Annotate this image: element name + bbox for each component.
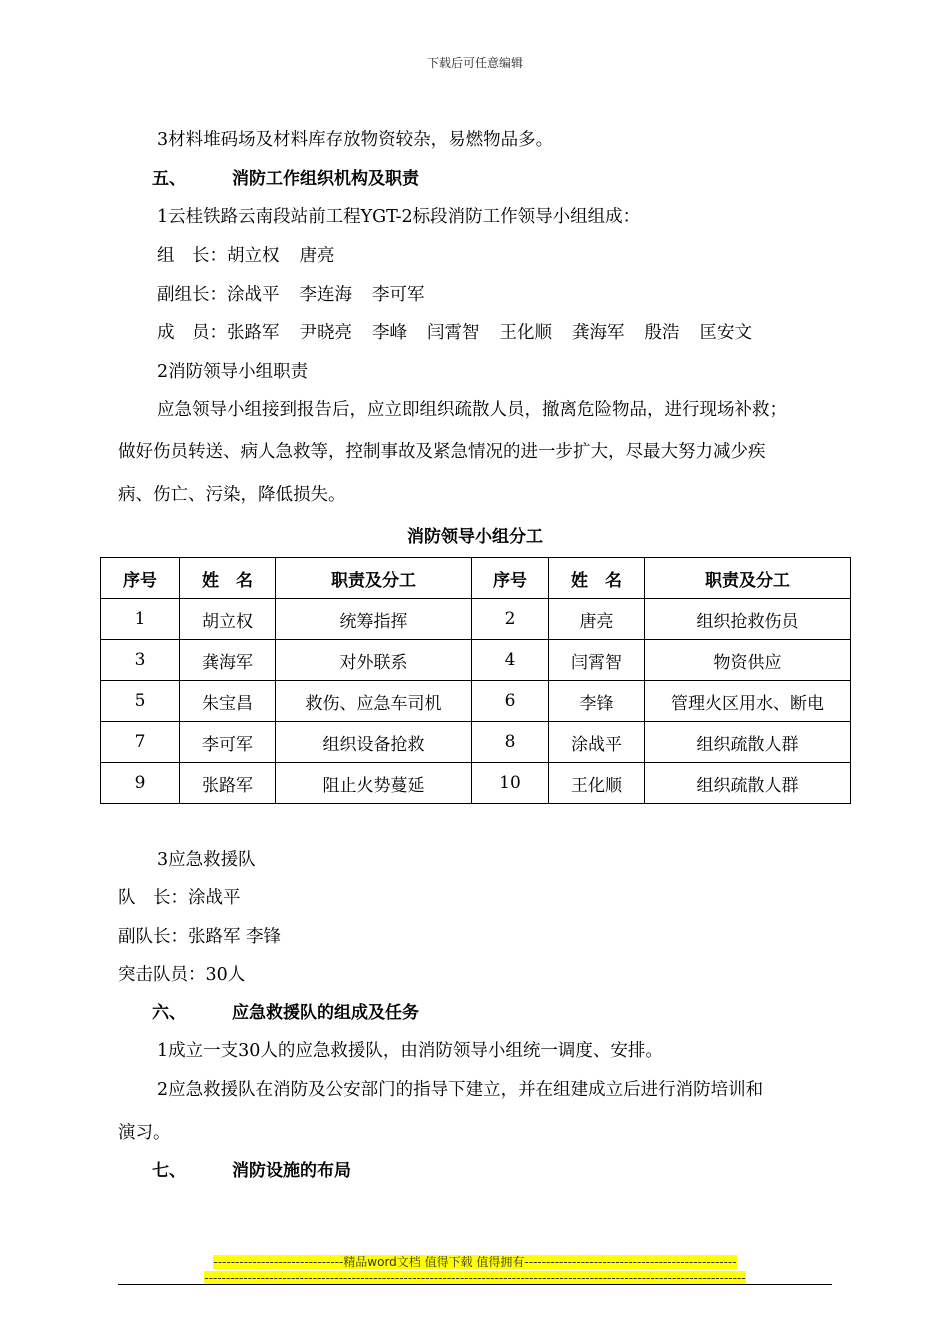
section-title: 应急救援队的组成及任务 [232, 1003, 419, 1023]
table-cell: 对外联系 [276, 640, 472, 681]
table-cell: 组织设备抢救 [276, 722, 472, 763]
member-label: 成 员： [157, 323, 227, 343]
table-row [101, 722, 851, 763]
team-captain: 队 长：涂战平 [118, 888, 241, 908]
member-name: 张路军 [227, 323, 280, 343]
table-cell: 胡立权 [180, 599, 276, 640]
leader-label: 组 长： [157, 246, 227, 266]
table-cell: 朱宝昌 [180, 681, 276, 722]
deputy-line [157, 283, 425, 307]
footer-banner-line: ----------------------------------------------------------------------------------------------------------------------------- [204, 1271, 746, 1285]
table-cell: 王化顺 [549, 763, 645, 804]
table-header-row [101, 558, 851, 599]
duty-paragraph-line: 做好伤员转送、病人急救等，控制事故及紧急情况的进一步扩大，尽最大努力减少疾 [118, 442, 766, 462]
header-cell: 姓 名 [180, 558, 276, 599]
section-title: 消防工作组织机构及职责 [232, 169, 419, 189]
member-name: 李峰 [372, 323, 407, 343]
deputy-label: 副组长： [157, 285, 227, 305]
paragraph-materials: 3材料堆码场及材料库存放物资较杂，易燃物品多。 [157, 130, 554, 150]
table-cell: 7 [101, 722, 180, 763]
section5-item2: 2消防领导小组职责 [157, 362, 309, 382]
table-cell: 组织抢救伤员 [645, 599, 851, 640]
member-name: 殷浩 [644, 323, 680, 343]
table-row [101, 599, 851, 640]
leader-line [157, 244, 335, 268]
leader-name: 唐亮 [299, 246, 335, 266]
header-cell: 姓 名 [549, 558, 645, 599]
deputy-name: 李连海 [299, 285, 352, 305]
table-cell: 组织疏散人群 [645, 763, 851, 804]
table-cell: 阻止火势蔓延 [276, 763, 472, 804]
table-cell: 3 [101, 640, 180, 681]
header-cell: 序号 [472, 558, 549, 599]
table-cell: 李可军 [180, 722, 276, 763]
table-row [101, 681, 851, 722]
leader-name: 胡立权 [227, 246, 280, 266]
table-cell: 2 [472, 599, 549, 640]
table-title: 消防领导小组分工 [407, 527, 543, 547]
table-cell: 唐亮 [549, 599, 645, 640]
section-heading-7 [152, 1159, 351, 1183]
deputy-name: 李可军 [372, 285, 425, 305]
table-cell: 5 [101, 681, 180, 722]
member-name: 匡安文 [699, 323, 752, 343]
section-number: 六、 [152, 1003, 186, 1023]
section-number: 七、 [152, 1161, 186, 1181]
table-cell: 8 [472, 722, 549, 763]
section-number: 五、 [152, 169, 186, 189]
member-line [157, 321, 752, 345]
team-deputy: 副队长：张路军 李锋 [118, 927, 282, 947]
table-cell: 组织疏散人群 [645, 722, 851, 763]
table-cell: 涂战平 [549, 722, 645, 763]
team-members: 突击队员：30人 [118, 965, 246, 985]
table-cell: 10 [472, 763, 549, 804]
table-cell: 6 [472, 681, 549, 722]
member-name: 龚海军 [572, 323, 625, 343]
section-title: 消防设施的布局 [232, 1161, 351, 1181]
table-cell: 闫霄智 [549, 640, 645, 681]
section6-item2-line: 2应急救援队在消防及公安部门的指导下建立，并在组建成立后进行消防培训和 [157, 1080, 764, 1100]
table-cell: 李锋 [549, 681, 645, 722]
section6-item1: 1成立一支30人的应急救援队，由消防领导小组统一调度、安排。 [157, 1041, 663, 1061]
table-cell: 张路军 [180, 763, 276, 804]
table-cell: 1 [101, 599, 180, 640]
table-row [101, 763, 851, 804]
deputy-name: 涂战平 [227, 285, 280, 305]
section5-item1: 1云桂铁路云南段站前工程YGT-2标段消防工作领导小组组成： [157, 207, 641, 227]
footer-banner-line: ------------------------------精品word文档 值得下载 值得拥有------------------------------------------------- [213, 1255, 737, 1269]
duty-paragraph-line: 病、伤亡、污染，降低损失。 [118, 485, 346, 505]
header-note: 下载后可任意编辑 [426, 56, 523, 70]
footer-rule [118, 1284, 832, 1285]
section-heading-5 [152, 167, 419, 191]
table-cell: 管理火区用水、断电 [645, 681, 851, 722]
section6-item2-line: 演习。 [118, 1123, 171, 1143]
table-cell: 4 [472, 640, 549, 681]
header-cell: 职责及分工 [276, 558, 472, 599]
duty-table [100, 557, 851, 804]
member-name: 闫霄智 [427, 323, 480, 343]
member-name: 王化顺 [499, 323, 552, 343]
header-cell: 序号 [101, 558, 180, 599]
member-name: 尹晓亮 [299, 323, 352, 343]
table-cell: 9 [101, 763, 180, 804]
table-cell: 救伤、应急车司机 [276, 681, 472, 722]
table-row [101, 640, 851, 681]
table-cell: 统筹指挥 [276, 599, 472, 640]
header-cell: 职责及分工 [645, 558, 851, 599]
section5-item3: 3应急救援队 [157, 850, 256, 870]
table-cell: 龚海军 [180, 640, 276, 681]
duty-paragraph-line: 应急领导小组接到报告后，应立即组织疏散人员，撤离危险物品，进行现场补救； [157, 400, 787, 420]
section-heading-6 [152, 1001, 419, 1025]
table-cell: 物资供应 [645, 640, 851, 681]
